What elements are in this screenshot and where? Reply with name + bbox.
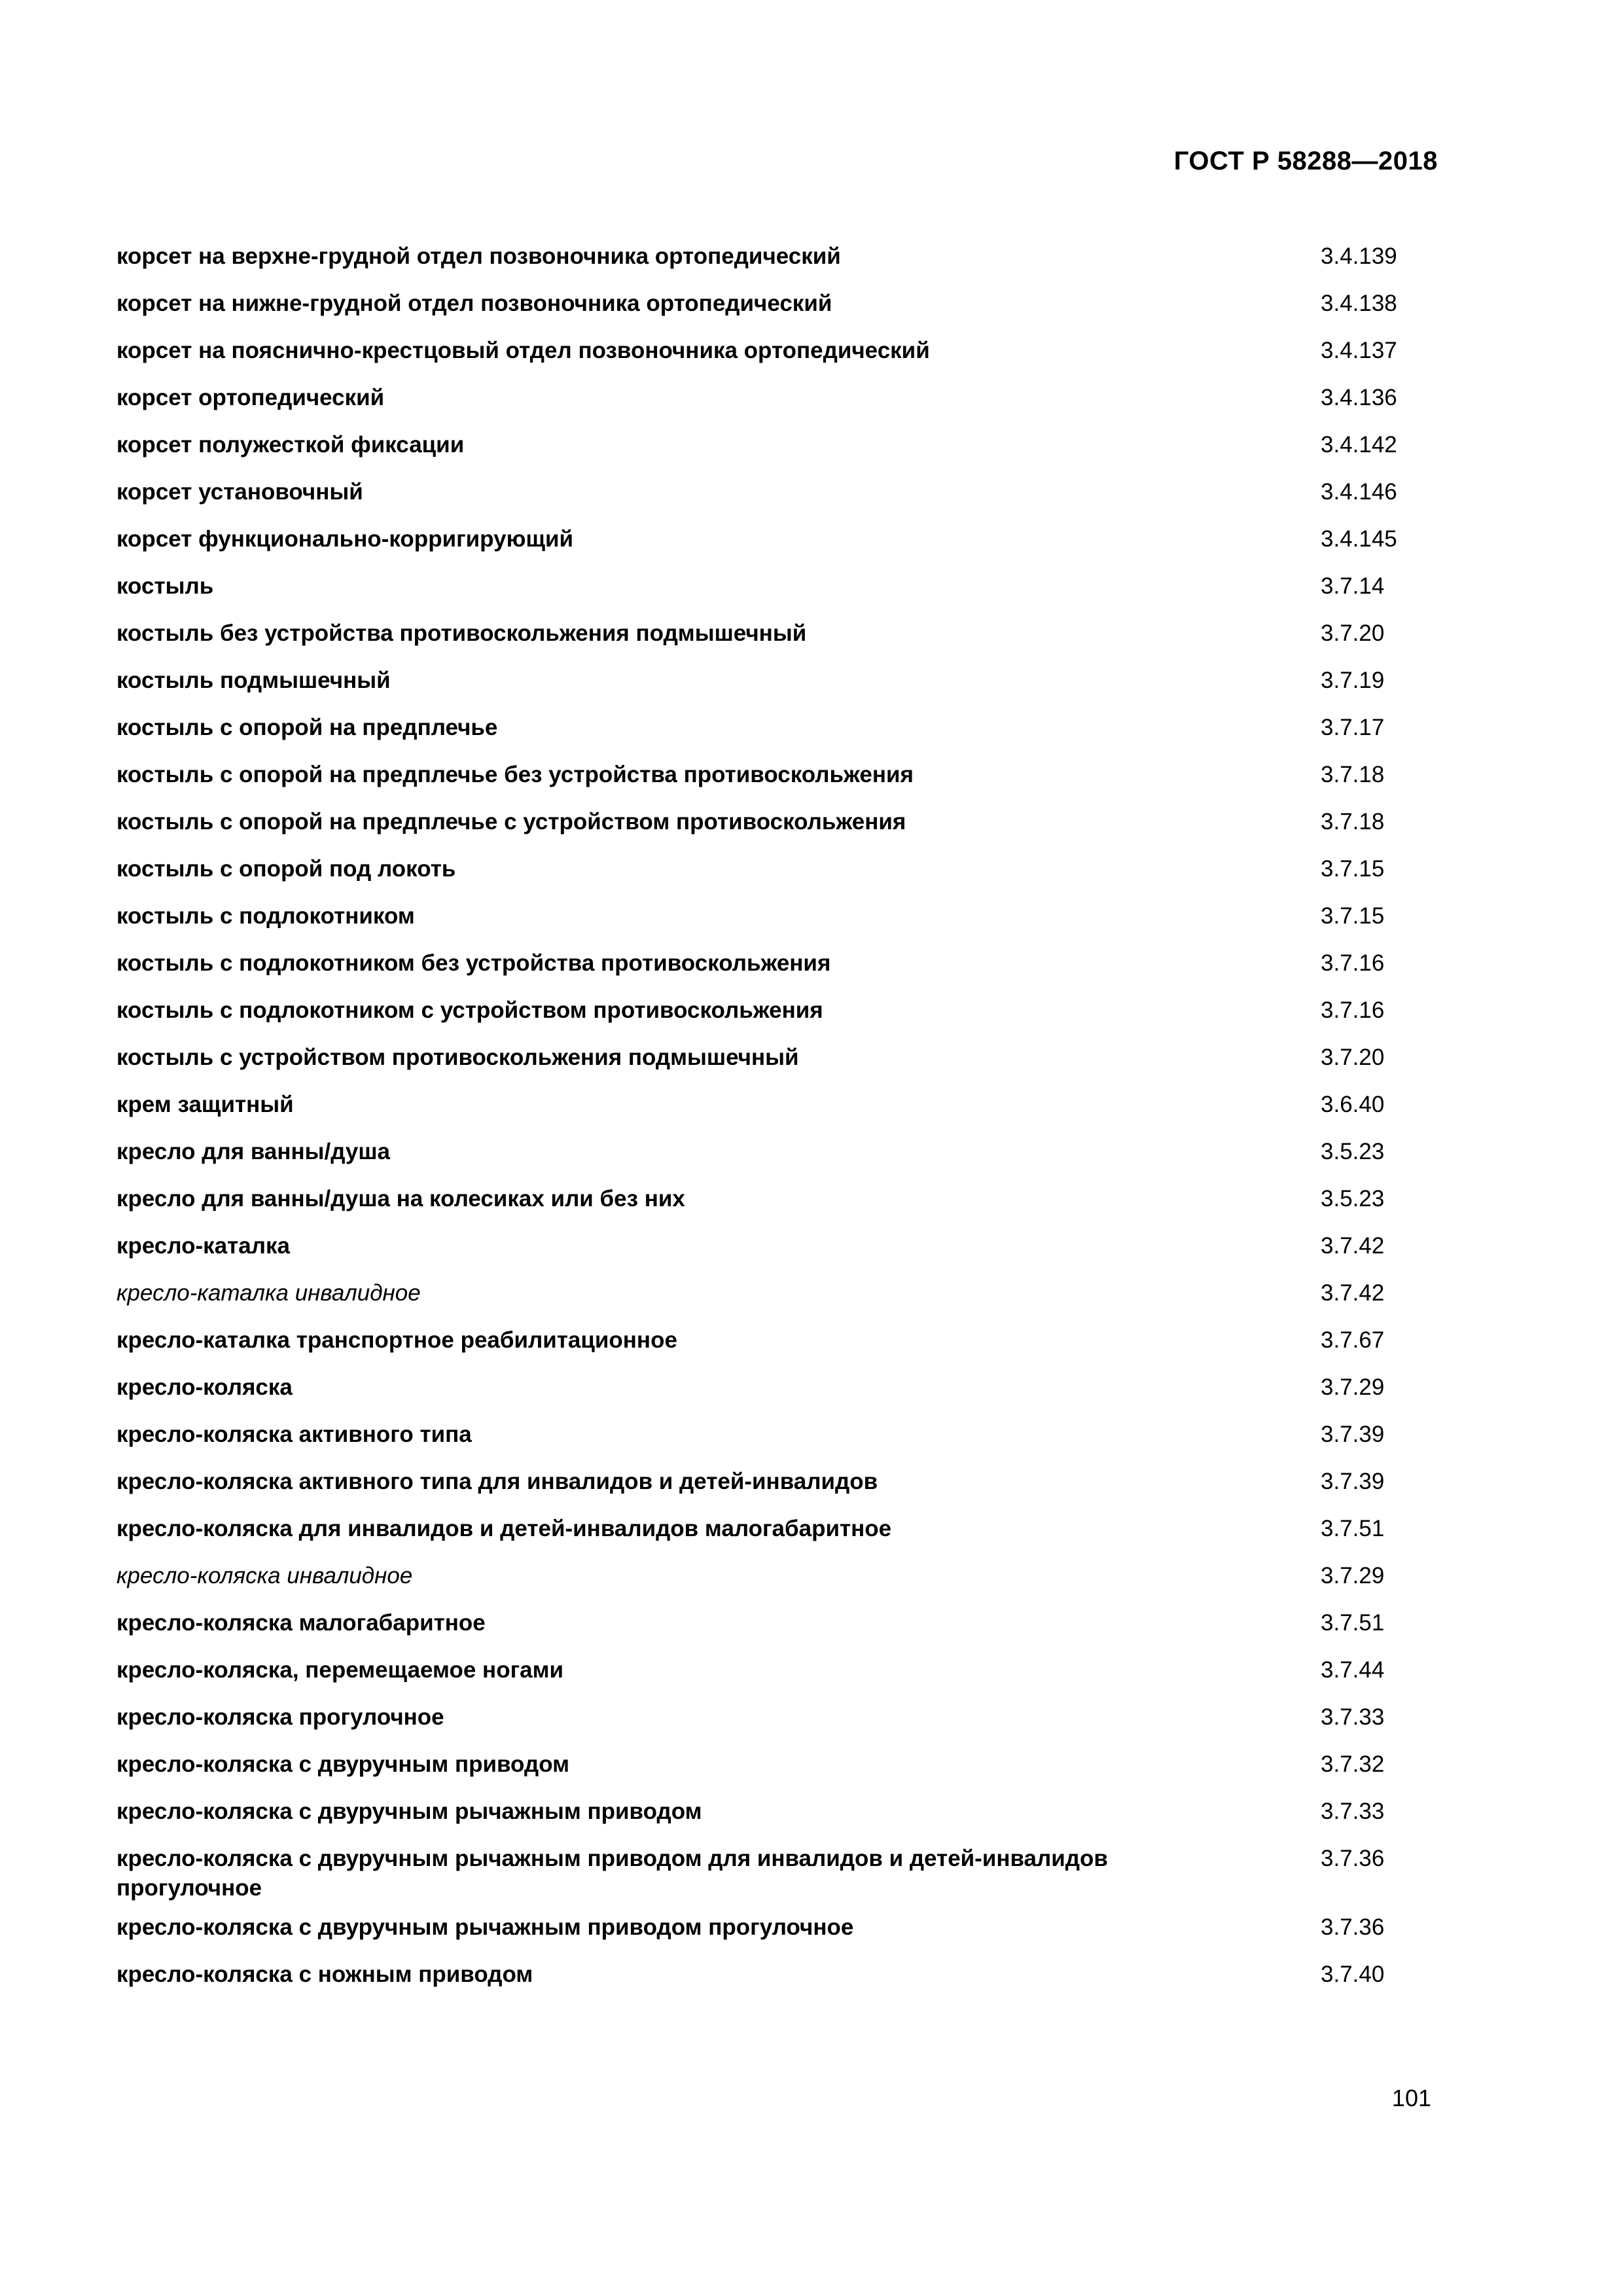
index-term: корсет установочный (116, 479, 363, 505)
index-entry (116, 332, 1438, 380)
index-entry (116, 1134, 1438, 1181)
index-section-ref: 3.7.39 (1321, 1422, 1385, 1447)
index-entry (116, 898, 1438, 945)
index-term: кресло-коляска, перемещаемое ногами (116, 1657, 564, 1683)
index-term: костыль с подлокотником с устройством противоскольжения (116, 997, 823, 1023)
index-section-ref: 3.7.42 (1321, 1280, 1385, 1306)
index-entry (116, 757, 1438, 804)
index-term: корсет функционально-корригирующий (116, 526, 574, 552)
index-entry (116, 1039, 1438, 1086)
index-section-ref: 3.7.18 (1321, 809, 1385, 834)
index-section-ref: 3.7.36 (1321, 1846, 1385, 1871)
index-entry (116, 521, 1438, 568)
index-term: кресло-коляска инвалидное (116, 1563, 413, 1588)
index-entry (116, 1511, 1438, 1558)
index-entry (116, 1793, 1438, 1840)
index-section-ref: 3.7.29 (1321, 1563, 1385, 1588)
index-section-ref: 3.7.15 (1321, 856, 1385, 882)
index-section-ref: 3.7.16 (1321, 950, 1385, 976)
document-code-header: ГОСТ Р 58288—2018 (1173, 147, 1438, 175)
index-entry (116, 1909, 1438, 1956)
index-term: кресло-коляска прогулочное (116, 1704, 444, 1730)
index-section-ref: 3.7.15 (1321, 903, 1385, 929)
index-term: костыль с опорой на предплечье без устройства противоскольжения (116, 762, 914, 787)
index-entry (116, 945, 1438, 992)
index-section-ref: 3.7.51 (1321, 1516, 1385, 1541)
index-term: кресло-коляска с двуручным рычажным приводом (116, 1799, 702, 1824)
alphabetical-term-index (116, 238, 1438, 2003)
index-term: корсет на нижне-грудной отдел позвоночника ортопедический (116, 291, 832, 316)
index-term: кресло-каталка инвалидное (116, 1280, 421, 1306)
index-term: костыль с опорой на предплечье (116, 715, 498, 740)
index-term: костыль с опорой на предплечье с устройством противоскольжения (116, 809, 906, 834)
index-section-ref: 3.7.36 (1321, 1914, 1385, 1940)
index-term: костыль (116, 573, 214, 599)
index-term: костыль без устройства противоскольжения подмышечный (116, 620, 807, 646)
index-term: крем защитный (116, 1092, 294, 1117)
index-entry (116, 474, 1438, 521)
index-entry (116, 1228, 1438, 1275)
index-term: костыль с опорой под локоть (116, 856, 456, 882)
index-term: кресло-коляска с двуручным рычажным приводом для инвалидов и детей-инвалидов прогулочное (116, 1846, 1108, 1901)
index-section-ref: 3.5.23 (1321, 1186, 1385, 1211)
index-term: костыль подмышечный (116, 668, 391, 693)
index-entry (116, 1181, 1438, 1228)
index-section-ref: 3.7.29 (1321, 1374, 1385, 1400)
index-entry (116, 238, 1438, 285)
index-entry (116, 1652, 1438, 1699)
index-term: кресло-коляска активного типа (116, 1422, 472, 1447)
index-entry (116, 568, 1438, 615)
index-section-ref: 3.4.145 (1321, 526, 1397, 552)
index-term: корсет полужесткой фиксации (116, 432, 465, 457)
index-entry (116, 1558, 1438, 1605)
index-term: корсет ортопедический (116, 385, 385, 410)
index-section-ref: 3.7.14 (1321, 573, 1385, 599)
index-section-ref: 3.7.42 (1321, 1233, 1385, 1259)
index-entry (116, 1369, 1438, 1416)
index-section-ref: 3.7.19 (1321, 668, 1385, 693)
index-entry (116, 709, 1438, 757)
index-term: костыль с устройством противоскольжения подмышечный (116, 1045, 799, 1070)
index-section-ref: 3.7.18 (1321, 762, 1385, 787)
index-section-ref: 3.4.136 (1321, 385, 1397, 410)
page-number: 101 (1391, 2085, 1431, 2111)
index-term: кресло-коляска с ножным приводом (116, 1962, 533, 1987)
index-term: кресло-коляска с двуручным приводом (116, 1751, 570, 1777)
index-entry (116, 1086, 1438, 1134)
index-section-ref: 3.7.39 (1321, 1469, 1385, 1494)
index-entry (116, 662, 1438, 709)
index-section-ref: 3.4.138 (1321, 291, 1397, 316)
index-term: кресло-каталка (116, 1233, 290, 1259)
index-section-ref: 3.7.44 (1321, 1657, 1385, 1683)
index-section-ref: 3.7.51 (1321, 1610, 1385, 1636)
index-term: кресло-коляска для инвалидов и детей-инвалидов малогабаритное (116, 1516, 892, 1541)
index-entry (116, 1275, 1438, 1322)
index-entry (116, 1956, 1438, 2003)
index-section-ref: 3.7.20 (1321, 620, 1385, 646)
index-section-ref: 3.7.16 (1321, 997, 1385, 1023)
index-entry (116, 1463, 1438, 1511)
index-term: кресло-коляска малогабаритное (116, 1610, 486, 1636)
index-term: кресло для ванны/душа (116, 1139, 391, 1164)
index-entry (116, 285, 1438, 332)
index-section-ref: 3.7.17 (1321, 715, 1385, 740)
index-entry (116, 851, 1438, 898)
index-term: костыль с подлокотником без устройства противоскольжения (116, 950, 831, 976)
index-entry (116, 992, 1438, 1039)
index-term: кресло-коляска (116, 1374, 293, 1400)
index-entry (116, 1840, 1438, 1909)
index-section-ref: 3.7.33 (1321, 1704, 1385, 1730)
index-term: кресло-коляска с двуручным рычажным приводом прогулочное (116, 1914, 854, 1940)
index-term: кресло-коляска активного типа для инвалидов и детей-инвалидов (116, 1469, 878, 1494)
index-term: костыль с подлокотником (116, 903, 415, 929)
index-section-ref: 3.6.40 (1321, 1092, 1385, 1117)
index-entry (116, 1605, 1438, 1652)
index-entry (116, 804, 1438, 851)
index-section-ref: 3.4.142 (1321, 432, 1397, 457)
index-section-ref: 3.7.20 (1321, 1045, 1385, 1070)
index-term: корсет на пояснично-крестцовый отдел позвоночника ортопедический (116, 338, 930, 363)
index-section-ref: 3.7.32 (1321, 1751, 1385, 1777)
index-entry (116, 615, 1438, 662)
index-entry (116, 427, 1438, 474)
index-section-ref: 3.7.40 (1321, 1962, 1385, 1987)
index-entry (116, 1699, 1438, 1746)
index-section-ref: 3.7.33 (1321, 1799, 1385, 1824)
index-section-ref: 3.4.146 (1321, 479, 1397, 505)
index-entry (116, 1416, 1438, 1463)
index-section-ref: 3.5.23 (1321, 1139, 1385, 1164)
index-entry (116, 380, 1438, 427)
index-section-ref: 3.4.139 (1321, 243, 1397, 269)
index-section-ref: 3.7.67 (1321, 1327, 1385, 1353)
index-section-ref: 3.4.137 (1321, 338, 1397, 363)
index-term: корсет на верхне-грудной отдел позвоночника ортопедический (116, 243, 841, 269)
index-term: кресло-каталка транспортное реабилитационное (116, 1327, 677, 1353)
index-term: кресло для ванны/душа на колесиках или без них (116, 1186, 685, 1211)
index-entry (116, 1746, 1438, 1793)
index-entry (116, 1322, 1438, 1369)
